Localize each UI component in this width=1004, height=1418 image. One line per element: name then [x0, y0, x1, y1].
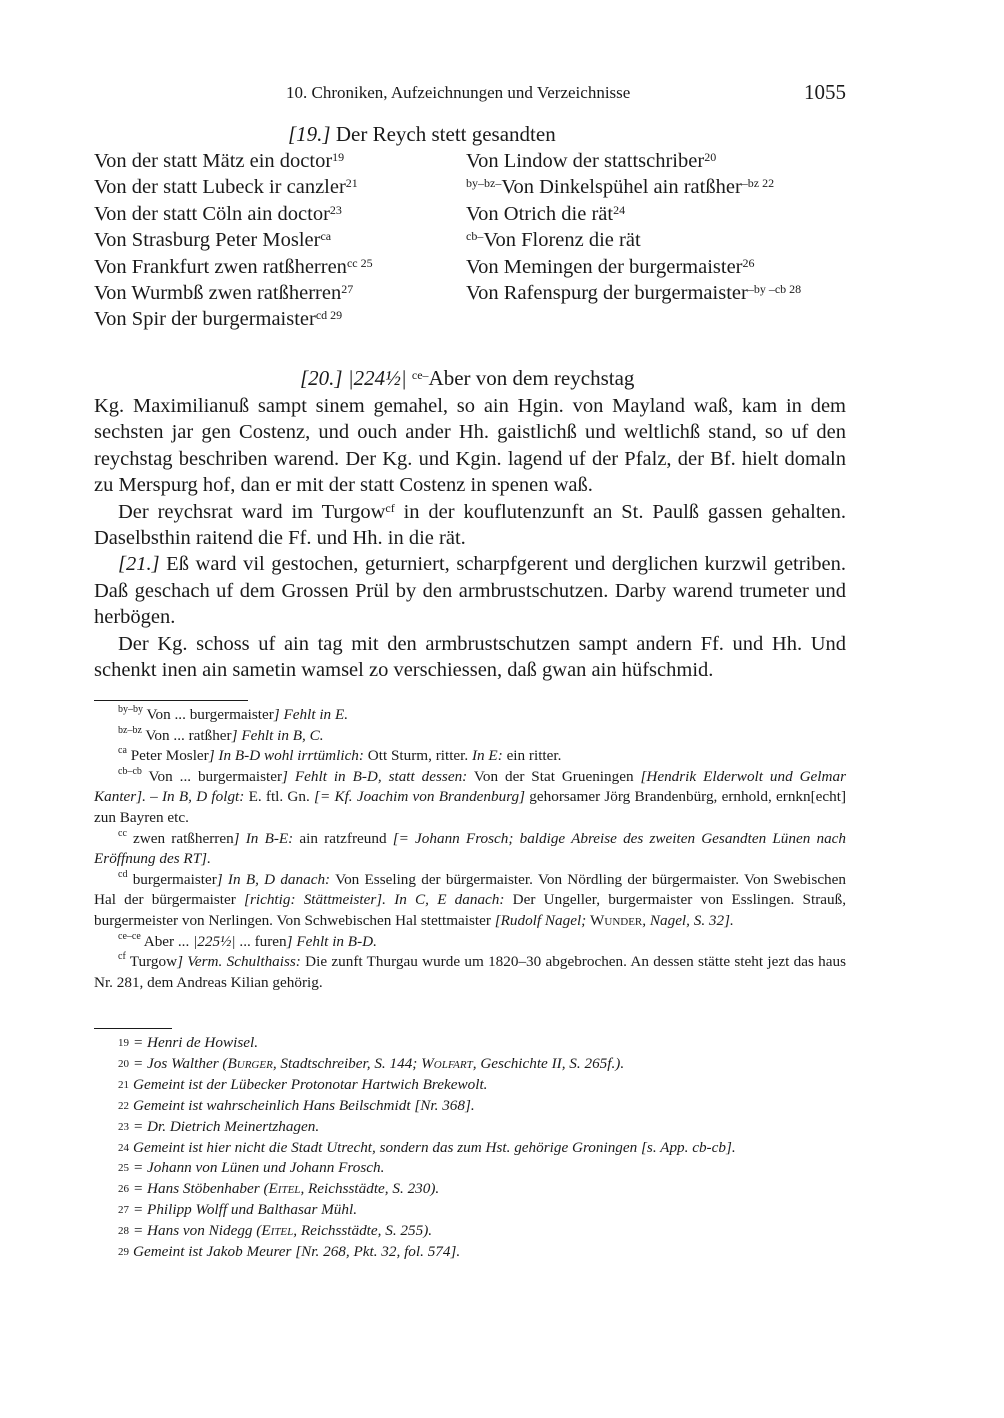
footnote: 24 Gemeint ist hier nicht die Stadt Utrecht, sondern das zum Hst. gehörige Groningen [s. App. cb-cb]. — [118, 1138, 736, 1156]
section-number: [20.] |224½| — [300, 366, 407, 390]
envoy-line: Von Rafenspurg der burgermaister$^{-by -cb 28}$ — [466, 281, 802, 304]
footnote: 22 Gemeint ist wahrscheinlich Hans Beilschmidt [Nr. 368]. — [118, 1096, 475, 1114]
footnotes — [94, 1033, 846, 1263]
page-number: 1055 — [804, 80, 846, 104]
apparatus-entry: $^{cc}$ zwen ratßherren] In B-E: ain ratzfreund [= Johann Frosch; baldige Abreise des zweiten Gesandten Lünen nach Eröffnung des RT]. — [94, 827, 846, 868]
section-title: Aber von dem reychstag — [428, 366, 635, 390]
page-header — [94, 80, 846, 108]
paragraph: Der Kg. schoss uf ain tag mit den armbrustschutzen sampt andern Ff. und Hh. Und schenkt inen ain sametin wamsel zo verschiessen, daß gwan ain hüfschmid. — [94, 632, 846, 682]
footnote: 25 = Johann von Lünen und Johann Frosch. — [118, 1159, 385, 1177]
envoy-column-left — [94, 148, 373, 333]
apparatus-entry: $^{by-by}$ Von ... burgermaister] Fehlt in E. — [118, 704, 349, 723]
footnote: 21 Gemeint ist der Lübecker Protonotar Hartwich Brekewolt. — [118, 1075, 488, 1093]
apparatus-entry: $^{ca}$ Peter Mosler] In B-D wohl irrtümlich: Ott Sturm, ritter. In E: ein ritter. — [118, 745, 562, 765]
section-20-heading — [300, 366, 634, 391]
footnote: 19 = Henri de Howisel. — [118, 1034, 258, 1051]
footnote: 27 = Philipp Wolff und Balthasar Mühl. — [118, 1201, 358, 1219]
apparatus-divider — [94, 700, 248, 701]
apparatus-entry: $^{cb-cb}$ Von ... burgermaister] Fehlt in B-D, statt dessen: Von der Stat Grueningen [Hendrik Elderwolt und Gelmar Kanter]. – In B, D folgt: E. ftl. Gn. [= Kf. Joachim von Brandenburg] gehorsamer Jörg Brandenbürg, ernhold, ernkn[echt] zun Bayren etc. — [94, 765, 847, 826]
envoy-line: Von Strasburg Peter Mosler$^{ca}$ — [94, 229, 332, 252]
envoy-column-right — [466, 148, 801, 306]
envoy-line: $^{cb-}$Von Florenz die rät — [466, 229, 641, 252]
envoy-line: Von Wurmbß zwen ratßherren$^{27}$ — [94, 281, 354, 304]
section-19-heading — [288, 122, 556, 147]
envoy-line: Von Lindow der stattschriber$^{20}$ — [466, 150, 717, 172]
section-title: Der Reych stett gesandten — [335, 122, 556, 146]
footnote: 23 = Dr. Dietrich Meinertzhagen. — [118, 1117, 320, 1135]
footnote: 26 = Hans Stöbenhaber (Eitel, Reichsstädte, S. 230). — [118, 1180, 440, 1198]
apparatus-entry: $^{cd}$ burgermaister] In B, D danach: Von Esseling der bürgermaister. Von Nördling der bürgermaister. Von Swebischen Hal der bürgermaister [richtig: Stättmeister]. In C, E danach: Der Ungeller, burgermaister von Esslingen. Strauß, burgermeister von Nerlingen. Von Schwebischen Hal stettmaister [Rudolf Nagel; Wunder, Nagel, S. 32]. — [94, 868, 846, 929]
envoy-line: Von Memingen der burgermaister$^{26}$ — [466, 255, 755, 278]
envoy-line: Von Frankfurt zwen ratßherren$^{cc 25}$ — [94, 255, 373, 278]
section-number: [19.] — [288, 122, 331, 146]
footnote-divider — [94, 1028, 172, 1029]
running-title: 10. Chroniken, Aufzeichnungen und Verzeichnisse — [286, 83, 631, 102]
section-number: [21.] — [118, 553, 160, 576]
apparatus-mark: ce– — [411, 368, 429, 382]
envoy-line: Von der statt Lubeck ir canzler$^{21}$ — [94, 176, 358, 199]
envoy-line: Von Otrich die rät$^{24}$ — [466, 202, 626, 225]
envoy-line: Von der statt Cöln ain doctor$^{23}$ — [94, 202, 342, 225]
envoy-line: Von Spir der burgermaister$^{cd 29}$ — [94, 308, 343, 331]
paragraph: Kg. Maximilianuß sampt sinem gemahel, so ain Hgin. von Mayland waß, kam in dem sechsten jar gen Costenz, und ouch ander Hh. gaistlichß und weltlichß stand, so uf den reychstag beschriben warend. Der Kg. und Kgin. lagend uf der Pfalz, der Bf. hielt domaln zu Merspurg hof, dan er mit der statt Costenz in spenen waß. — [94, 395, 846, 497]
envoy-line: $^{by-bz-}$Von Dinkelspühel ain ratßher$^{-bz 22}$ — [466, 176, 775, 199]
apparatus-entry: $^{ce-ce}$ Aber ... |225½| ... furen] Fehlt in B-D. — [118, 930, 377, 950]
footnote: 29 Gemeint ist Jakob Meurer [Nr. 268, Pkt. 32, fol. 574]. — [118, 1243, 461, 1261]
paragraph: [21.] Eß ward vil gestochen, geturniert, scharpfgerent und derglichen kurzwil getriben. Daß geschach uf dem Grossen Prül by den armbrustschutzen. Darby warend trumeter und herbögen. — [94, 553, 846, 629]
footnote: 20 = Jos Walther (Burger, Stadtschreiber, S. 144; Wolfart, Geschichte II, S. 265f.). — [118, 1054, 625, 1072]
apparatus-entry: $^{cf}$ Turgow] Verm. Schulthaiss: Die zunft Thurgau wurde um 1820–30 abgebrochen. An dessen stätte steht jezt das haus Nr. 281, dem Andreas Kilian gehörig. — [94, 951, 846, 991]
apparatus-entry: $^{bz-bz}$ Von ... ratßher] Fehlt in B, C. — [118, 724, 324, 744]
footnote: 28 = Hans von Nidegg (Eitel, Reichsstädte, S. 255). — [118, 1222, 433, 1240]
envoy-line: Von der statt Mätz ein doctor$^{19}$ — [94, 150, 345, 172]
paragraph: Der reychsrat ward im Turgow$^{cf}$ in der kouflutenzunft an St. Paulß gassen gehalten. Daselbsthin raitend die Ff. und Hh. in die rät. — [94, 500, 846, 550]
critical-apparatus — [94, 705, 846, 993]
main-text — [94, 393, 846, 683]
